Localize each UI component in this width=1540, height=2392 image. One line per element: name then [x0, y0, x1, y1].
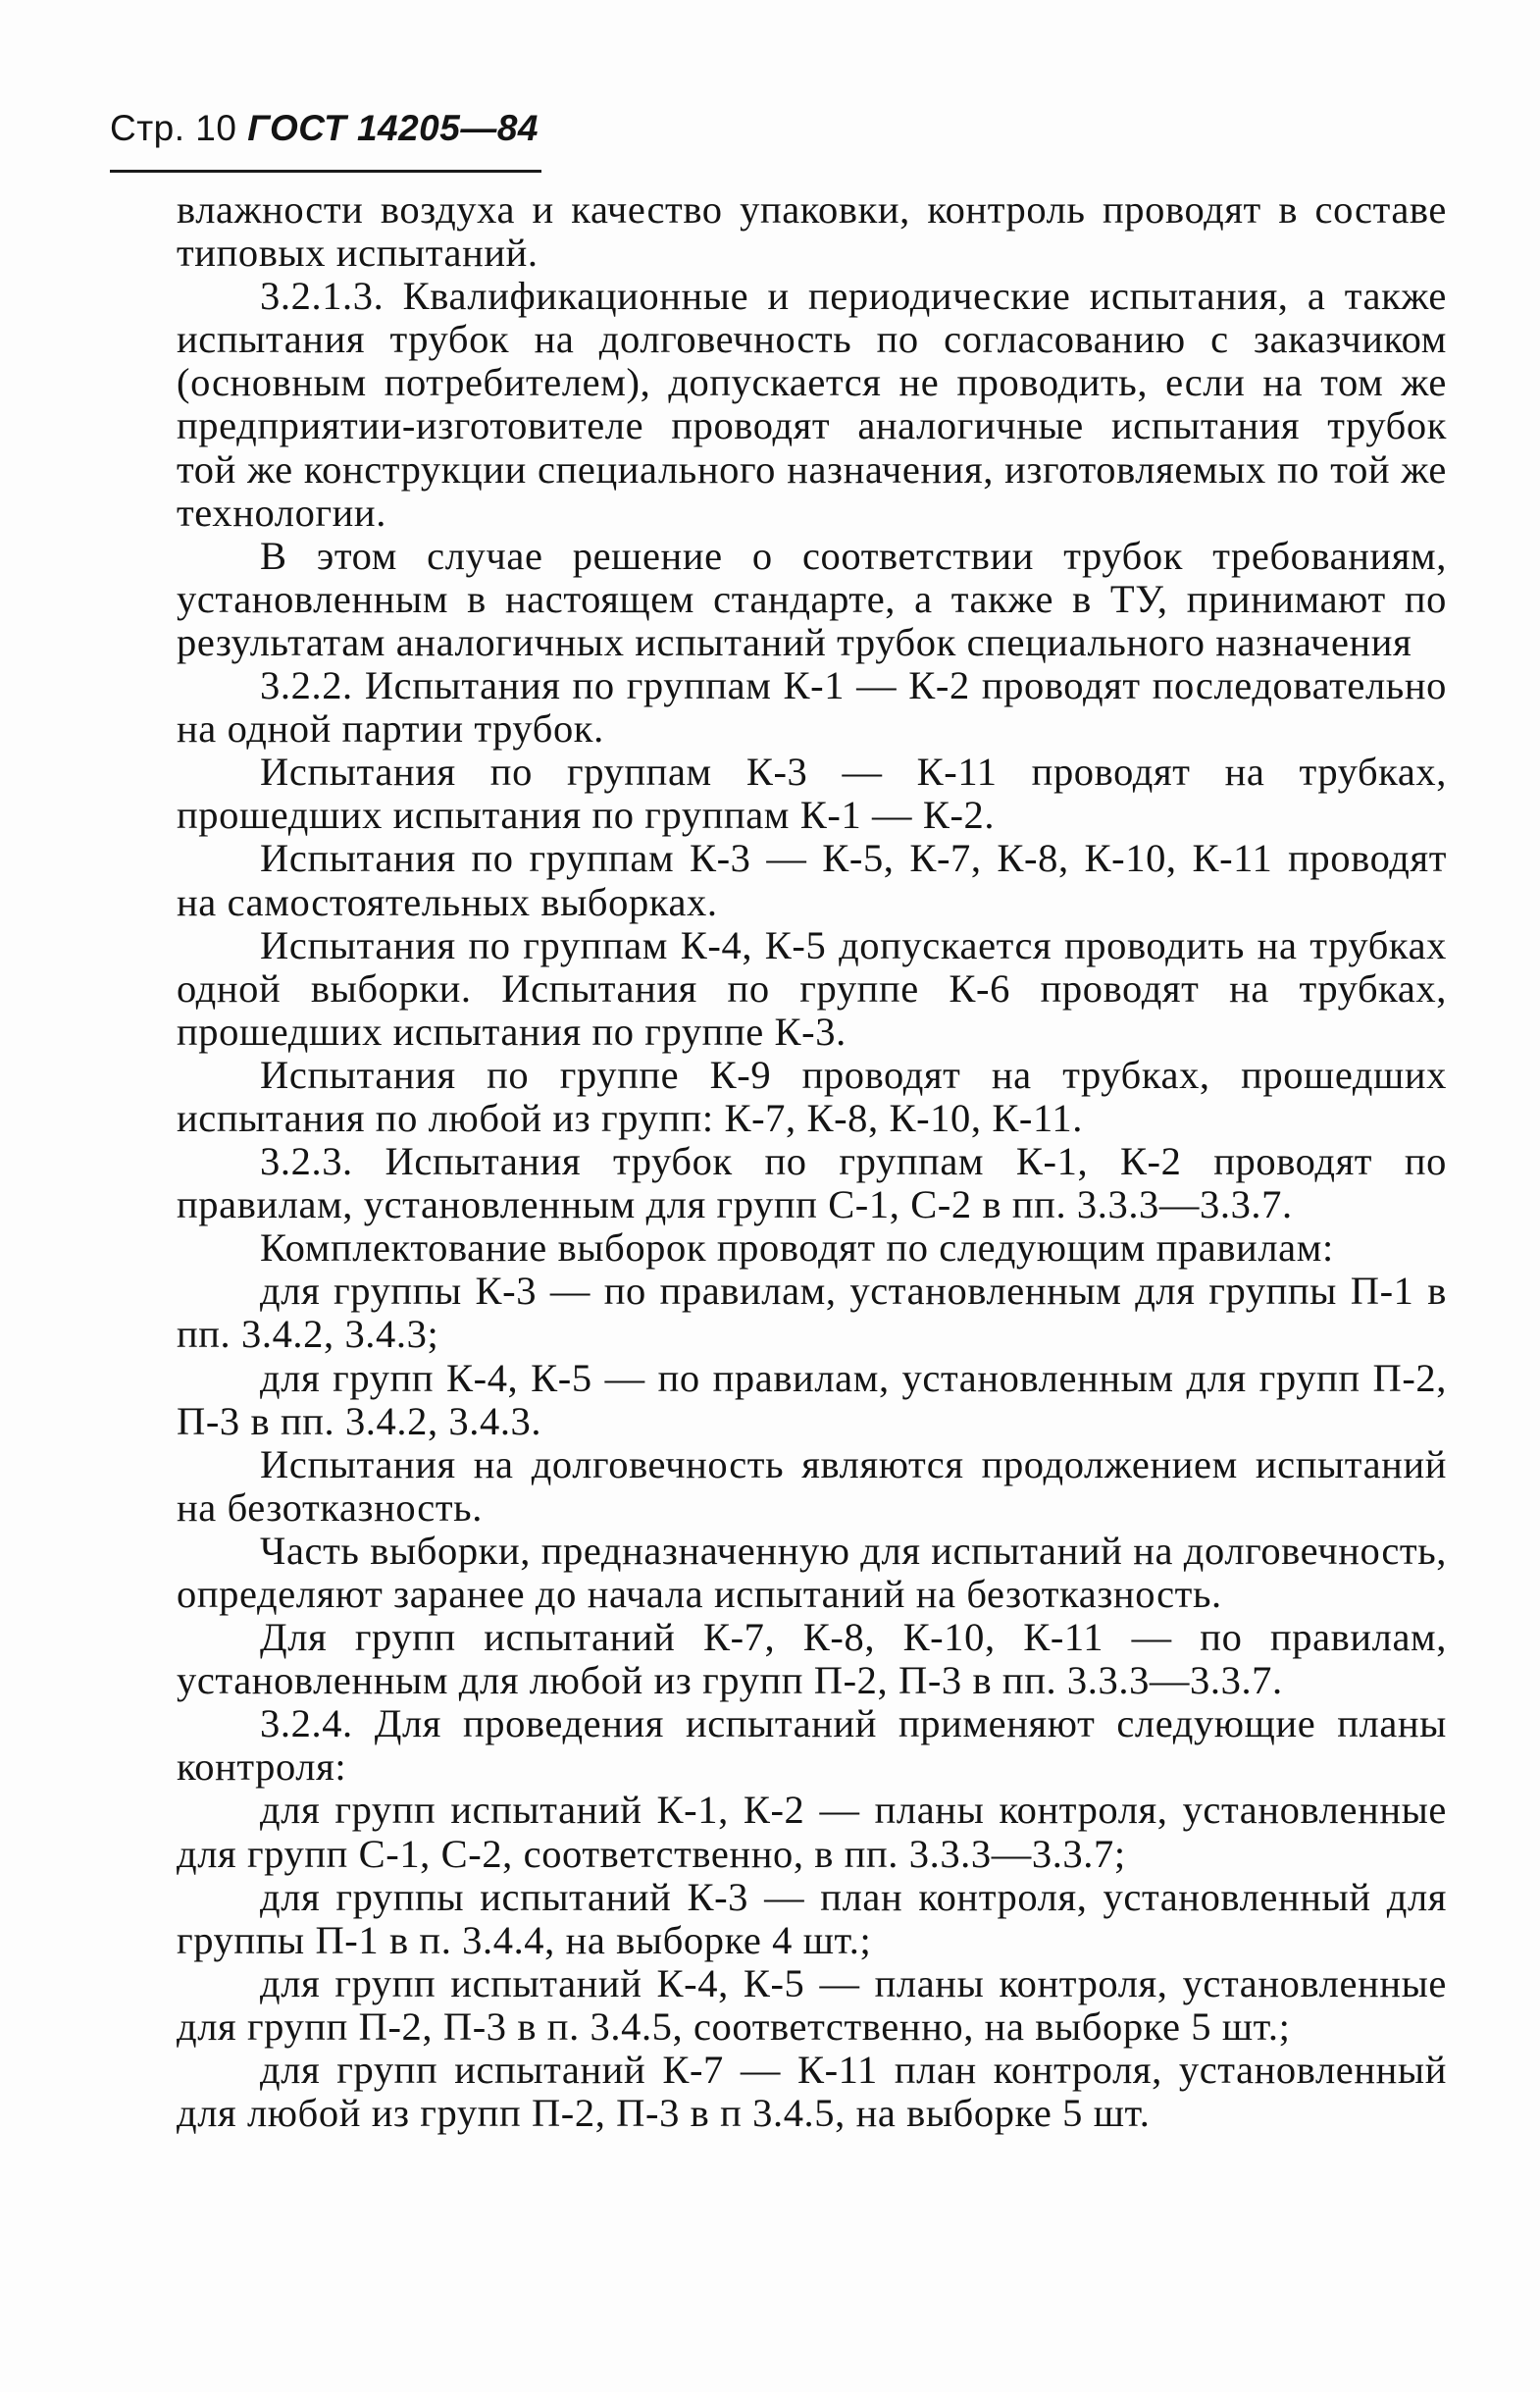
- paragraph: для групп испытаний К-4, К-5 — планы контроля, установленные для групп П-2, П-3 в п. 3.4.5, соответственно, на выборке 5 шт.;: [177, 1960, 1447, 2049]
- paragraph: для группы К-3 — по правилам, установленным для группы П-1 в пп. 3.4.2, 3.4.3;: [177, 1269, 1447, 1357]
- paragraph: Комплектование выборок проводят по следующим правилам:: [260, 1225, 1334, 1271]
- header-rule: [110, 170, 541, 173]
- paragraph: Для групп испытаний К-7, К-8, К-10, К-11 — по правилам, установленным для любой из групп П-2, П-3 в пп. 3.3.3—3.3.7.: [177, 1615, 1447, 1703]
- paragraph: 3.2.3. Испытания трубок по группам К-1, К-2 проводят по правилам, установленным для групп С-1, С-2 в пп. 3.3.3—3.3.7.: [177, 1139, 1447, 1227]
- page-header: [110, 106, 541, 151]
- paragraph: для групп испытаний К-7 — К-11 план контроля, установленный для любой из групп П-2, П-3 в п 3.4.5, на выборке 5 шт.: [177, 2048, 1447, 2136]
- standard-designation: ГОСТ 14205—84: [247, 108, 539, 148]
- paragraph: Часть выборки, предназначенную для испытаний на долговечность, определяют заранее до начала испытаний на безотказность.: [177, 1528, 1447, 1616]
- body-text: [177, 188, 1447, 2135]
- paragraph: влажности воздуха и качество упаковки, контроль проводят в составе типовых испытаний.: [177, 187, 1447, 276]
- paragraph: для группы испытаний К-3 — план контроля, установленный для группы П-1 в п. 3.4.4, на выборке 4 шт.;: [177, 1874, 1447, 1962]
- page-number: Стр. 10: [110, 108, 237, 148]
- paragraph: Испытания на долговечность являются продолжением испытаний на безотказность.: [177, 1441, 1447, 1530]
- paragraph: В этом случае решение о соответствии трубок требованиям, установленным в настоящем стандарте, а также в ТУ, принимают по результатам аналогичных испытаний трубок специального назначения: [177, 533, 1447, 664]
- paragraph: 3.2.1.3. Квалификационные и периодические испытания, а также испытания трубок на долговечность по согласованию с заказчиком (основным потребителем), допускается не проводить, если на том же предприятии-изготовителе проводят аналогичные испытания трубок той же конструкции специального назначения, изготовляемых по той же технологии.: [177, 274, 1447, 535]
- paragraph: Испытания по группам К-3 — К-11 проводят на трубках, прошедших испытания по группам К-1 — К-2.: [177, 750, 1447, 838]
- paragraph: Испытания по группам К-3 — К-5, К-7, К-8, К-10, К-11 проводят на самостоятельных выборках.: [177, 836, 1447, 924]
- paragraph: Испытания по группам К-4, К-5 допускается проводить на трубках одной выборки. Испытания по группе К-6 проводят на трубках, прошедших испытания по группе К-3.: [177, 922, 1447, 1054]
- paragraph: 3.2.2. Испытания по группам К-1 — К-2 проводят последовательно на одной партии трубок.: [177, 663, 1447, 752]
- paragraph: Испытания по группе К-9 проводят на трубках, прошедших испытания по любой из групп: К-7, К-8, К-10, К-11.: [177, 1052, 1447, 1140]
- paragraph: 3.2.4. Для проведения испытаний применяют следующие планы контроля:: [177, 1701, 1447, 1790]
- paragraph: для групп испытаний К-1, К-2 — планы контроля, установленные для групп С-1, С-2, соответственно, в пп. 3.3.3—3.3.7;: [177, 1788, 1447, 1876]
- paragraph: для групп К-4, К-5 — по правилам, установленным для групп П-2, П-3 в пп. 3.4.2, 3.4.3.: [177, 1355, 1447, 1443]
